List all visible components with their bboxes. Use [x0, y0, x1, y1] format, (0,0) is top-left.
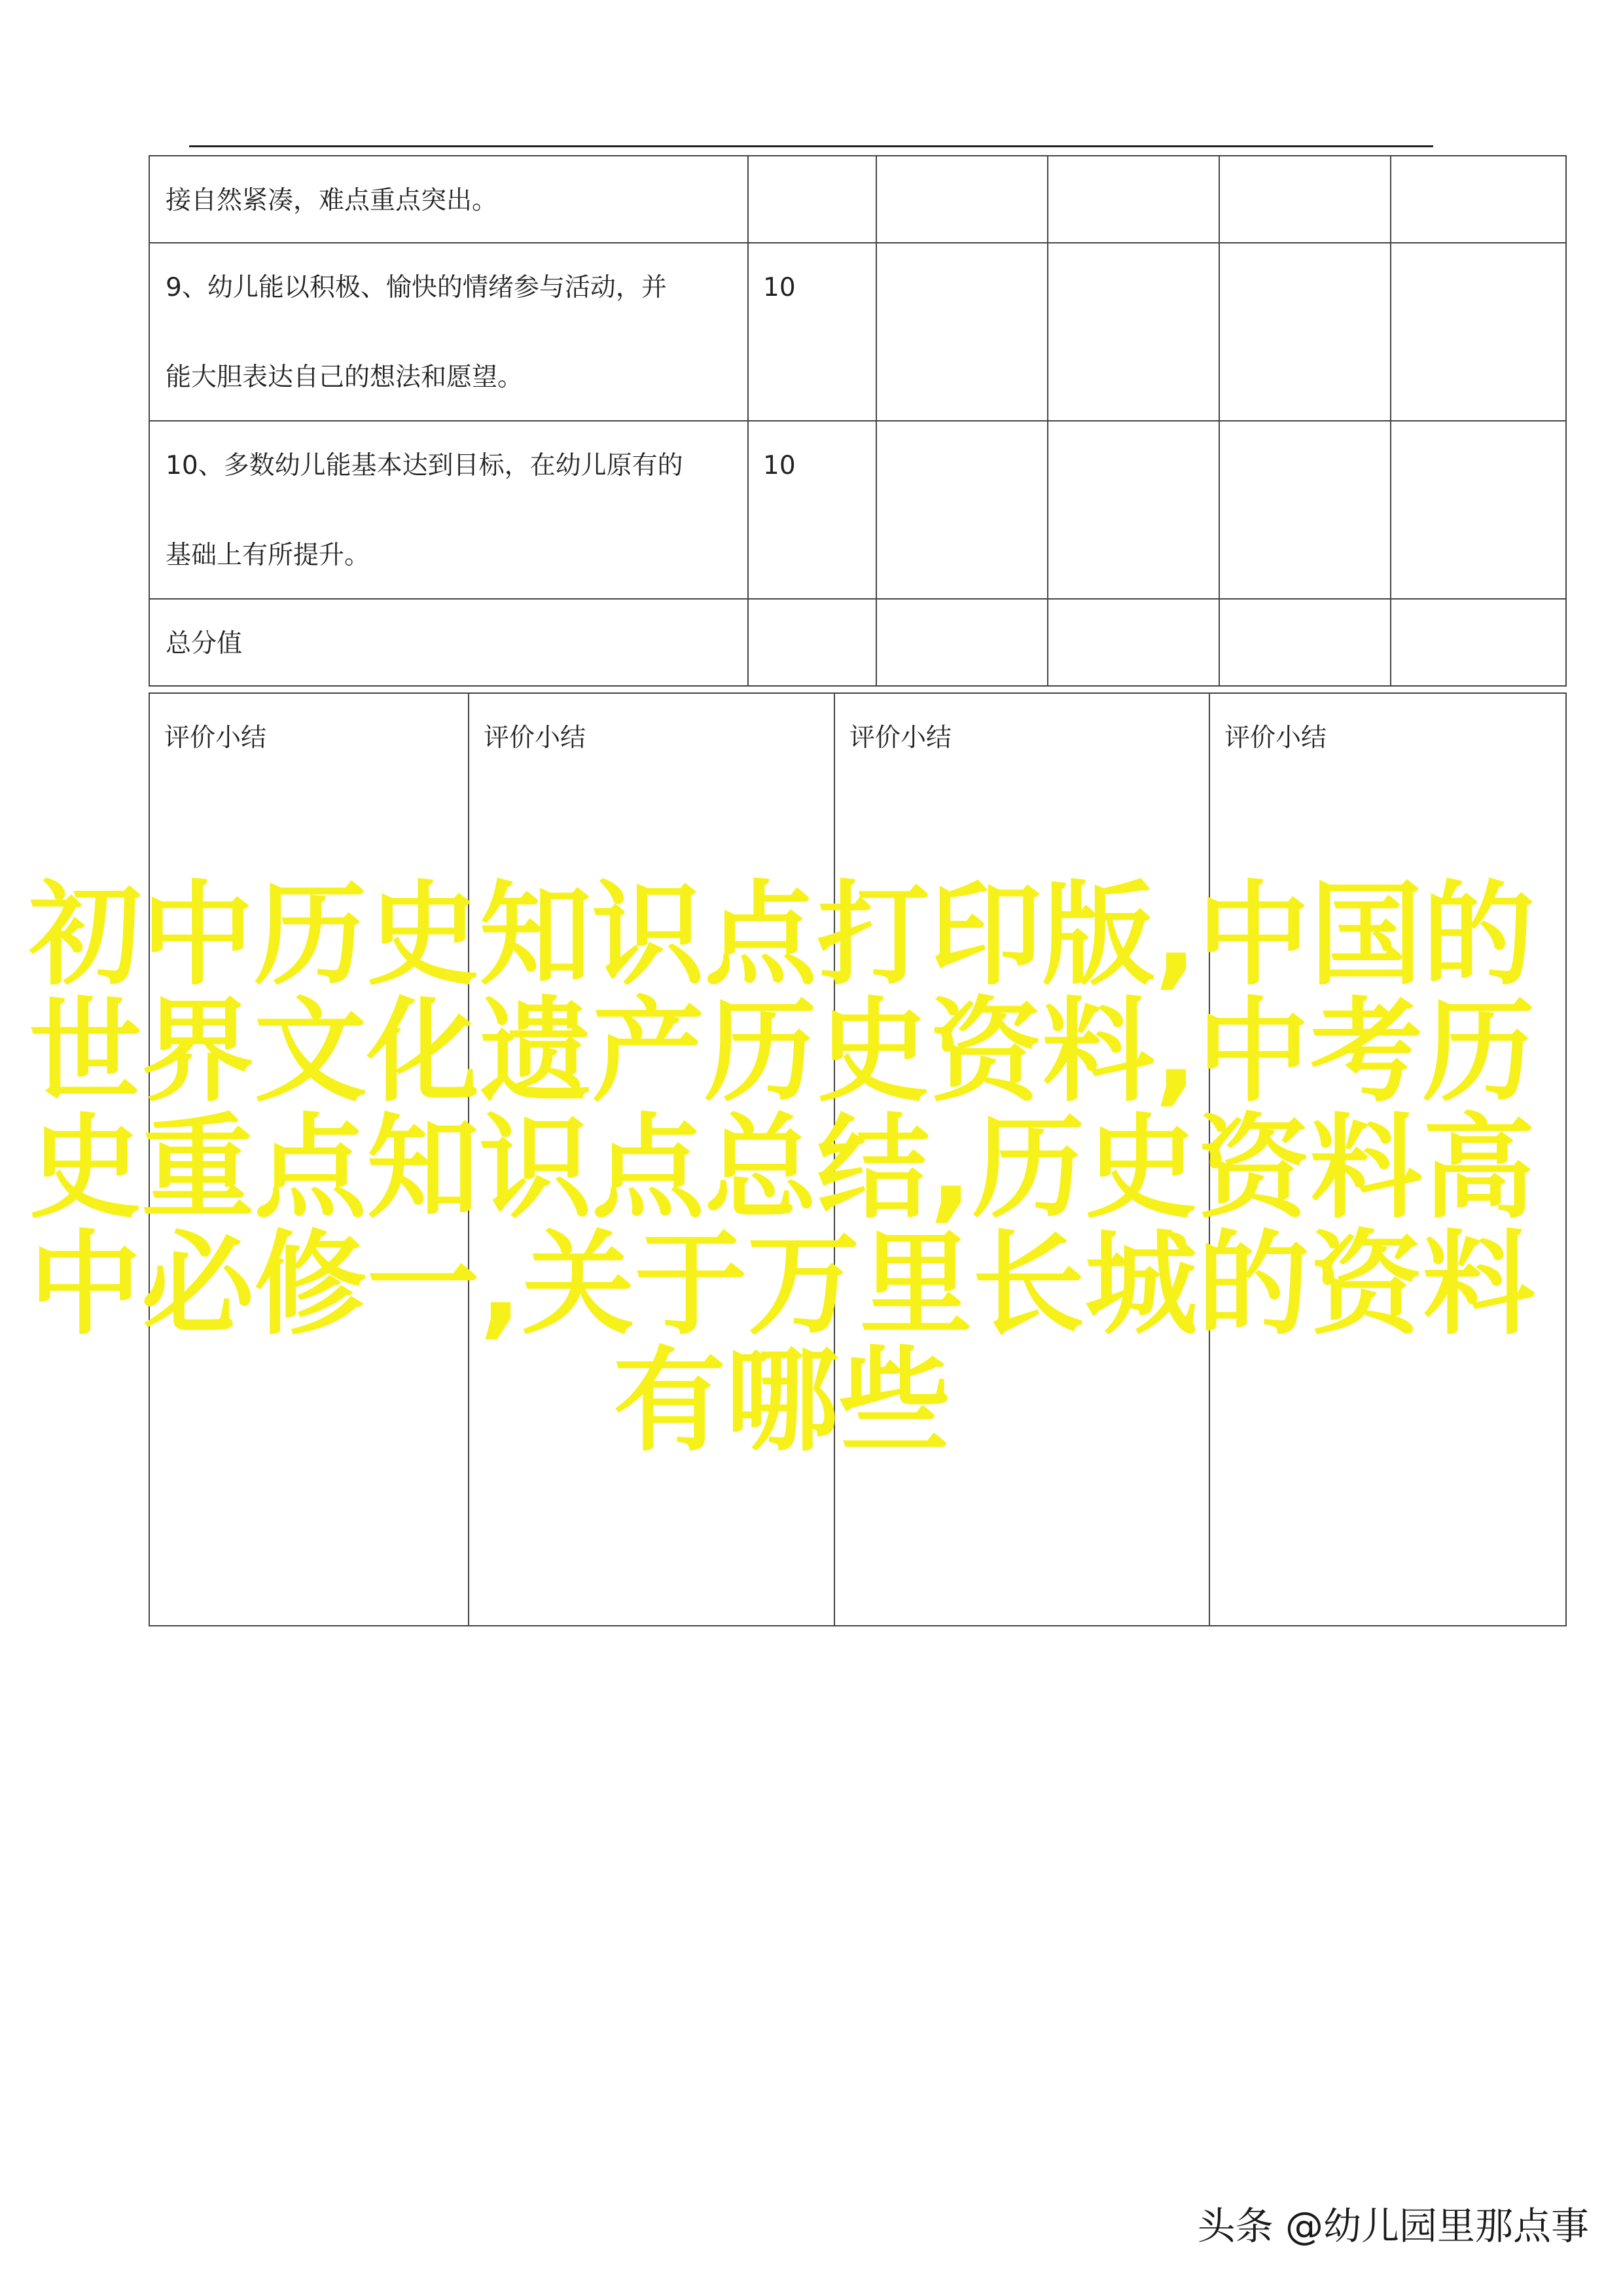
score-cell: [1048, 421, 1219, 599]
score-cell: [876, 599, 1048, 686]
score-cell: [876, 156, 1048, 243]
criteria-description: 9、幼儿能以积极、愉快的情绪参与活动，并 能大胆表达自己的想法和愿望。: [149, 243, 748, 421]
score-cell: [1391, 599, 1566, 686]
score-cell: [1391, 156, 1566, 243]
criteria-description: 10、多数幼儿能基本达到目标，在幼儿原有的 基础上有所提升。: [149, 421, 748, 599]
criteria-score: 10: [748, 243, 876, 421]
score-cell: [1219, 599, 1391, 686]
summary-label: 评价小结: [164, 723, 267, 753]
criteria-table: [149, 155, 1567, 687]
total-score-label: 总分值: [149, 599, 748, 686]
overlay-title: 初中历史知识点打印版,中国的世界文化遗产历史资料,中考历史重点知识点总结,历史资料高中必修一,关于万里长城的资料有哪些: [29, 869, 1535, 1467]
criteria-score: [748, 156, 876, 243]
header-rule: [189, 145, 1433, 147]
score-cell: [1048, 156, 1219, 243]
score-cell: [1391, 243, 1566, 421]
score-cell: [1048, 599, 1219, 686]
summary-label: 评价小结: [849, 723, 952, 753]
criteria-score: 10: [748, 421, 876, 599]
criteria-row: [149, 156, 1566, 243]
score-cell: [876, 421, 1048, 599]
criteria-row: [149, 243, 1566, 421]
summary-label: 评价小结: [484, 723, 586, 753]
score-cell: [1391, 421, 1566, 599]
criteria-row: [149, 421, 1566, 599]
criteria-score: [748, 599, 876, 686]
total-score-row: [149, 599, 1566, 686]
score-cell: [1219, 243, 1391, 421]
score-cell: [1219, 156, 1391, 243]
watermark: 头条 @幼儿园里那点事: [1197, 2204, 1589, 2248]
score-cell: [876, 243, 1048, 421]
criteria-description: 接自然紧凑，难点重点突出。: [149, 156, 748, 243]
score-cell: [1219, 421, 1391, 599]
summary-label: 评价小结: [1224, 723, 1327, 753]
score-cell: [1048, 243, 1219, 421]
